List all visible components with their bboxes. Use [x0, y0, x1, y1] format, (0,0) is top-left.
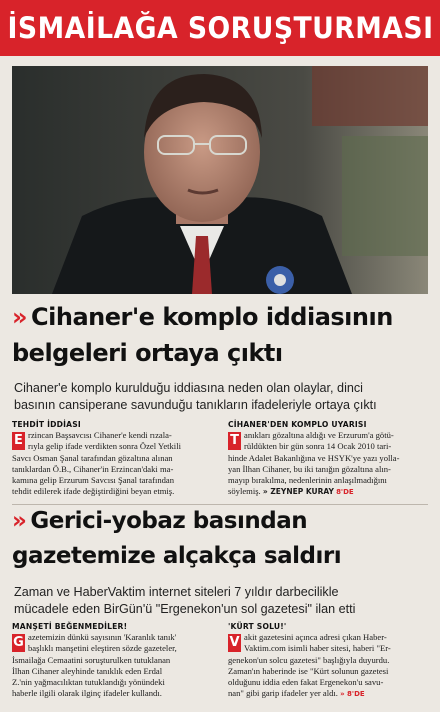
text-line [228, 688, 426, 700]
text-line: rzincan Başsavcısı Cihaner'e kendi rızala- [28, 430, 172, 440]
deck-2 [14, 584, 426, 618]
text-line: genekon'un solcu gazetesi" başlığıyla duyurdu. [228, 654, 390, 665]
text-line: Vaktim.com isimli haber sitesi, haberi "Er- [244, 643, 391, 654]
text-line: İlhan Cihaner aleyhinde tanıklık eden Erdal [12, 665, 163, 676]
guillemet-icon: » [12, 303, 28, 331]
deck-2-line-1: Zaman ve HaberVaktim internet siteleri 7 yıldır darbecilikle [14, 585, 339, 599]
text-line: akit gazetesini açınca adresi çıkan Haber- [244, 632, 387, 642]
page-reference: » 8'DE [340, 690, 365, 699]
byline: » ZEYNEP KURAY [262, 487, 334, 497]
text-line: anıkları gözaltına aldığı ve Erzurum'a götü- [244, 430, 394, 440]
dropcap: E [12, 432, 25, 450]
text-line-end: söylemiş. [228, 486, 261, 497]
headline-1-line-2: belgeleri ortaya çıktı [12, 339, 283, 367]
story1-column-2 [228, 430, 426, 499]
guillemet-icon: » [12, 508, 27, 534]
text-line: tehdit edilerek ifade değiştirdiğini beyan etmiş. [12, 486, 175, 497]
text-line: Z.'nin yağmacılıktan tutuklandığı yönündeki [12, 677, 165, 688]
dropcap: V [229, 635, 240, 650]
page-reference: 8'DE [336, 488, 354, 497]
story2-column-2 [228, 632, 426, 701]
text-line: olduğunu iddia eden fakat Ergenekon'u savu- [228, 677, 384, 688]
subheading-manset: MANŞETİ BEĞENMEDİLER! [12, 622, 128, 631]
text-line: haberle ilgili olarak ilginç ifadeler kullandı. [12, 688, 162, 699]
dropcap: T [228, 432, 241, 450]
deck-2-line-2: mücadele eden BirGün'ü "Ergenekon'un sol gazetesi" ilan etti [14, 602, 356, 616]
headline-1-text: Cihaner'e komplo iddiasının [31, 303, 393, 331]
text-line [228, 486, 426, 498]
deck-1-line-1: Cihaner'e komplo kurulduğu iddiasına neden olan olaylar, dinci [14, 381, 363, 395]
text-line: azetemizin dünkü sayısının 'Karanlık tanık' [28, 632, 177, 642]
text-line: Savcı Osman Şanal tarafından gözaltına alınan [12, 452, 173, 463]
story1-column-1 [12, 430, 210, 498]
subheading-komplo: CİHANER'DEN KOMPLO UYARISI [228, 420, 367, 429]
text-line: hinde Adalet Bakanlığına ve HSYK'ye yazı yolla- [228, 452, 400, 463]
headline-2-line-1 [12, 508, 307, 534]
headline-2-text: Gerici-yobaz basından [30, 508, 308, 534]
text-line: yan İlhan Cihaner, bu iki tanığın gözaltına alın- [228, 463, 391, 474]
text-line: İsmailağa Cemaatini soruşturulken tutuklanan [12, 654, 171, 665]
story2-column-1 [12, 632, 210, 700]
text-line: kamına gelip Erzurum Savcısı Şanal tarafından [12, 475, 175, 486]
text-line: mayıp bırakılma, nedenlerinin anlaşılmadığını [228, 475, 387, 486]
deck-1-line-2: basının cansiperane savunduğu tanıkların ifadeleriyle ortaya çıktı [14, 398, 377, 412]
portrait-image [12, 66, 428, 294]
section-banner [0, 0, 440, 56]
text-line: Zaman'ın haberinde ise "Kürt solunun gazetesi [228, 665, 389, 676]
text-line: başlıklı manşetini eleştiren sözde gazeteler, [28, 643, 177, 654]
text-line: rıyla gelip ifade verdikten sonra Özel Yetkili [28, 441, 181, 452]
headline-1-line-1 [12, 303, 393, 331]
subheading-kurt-solu: 'KÜRT SOLU!' [228, 622, 287, 631]
news-photo [12, 66, 428, 294]
text-line: tanıklardan Ö.B., Cihaner'in Erzincan'daki ma- [12, 463, 174, 474]
divider [12, 504, 428, 505]
subheading-tehdit: TEHDİT İDDİASI [12, 420, 81, 429]
headline-2-line-2: gazetemize alçakça saldırı [12, 543, 342, 569]
dropcap: G [13, 635, 24, 650]
section-title: İSMAİLAĞA SORUŞTURMASI [7, 11, 433, 45]
deck-1 [14, 380, 426, 414]
text-line: rüldükten bir gün sonra 14 Ocak 2010 tari- [244, 441, 392, 452]
text-line-end: nan" gibi garip ifadeler yer aldı. [228, 688, 338, 699]
